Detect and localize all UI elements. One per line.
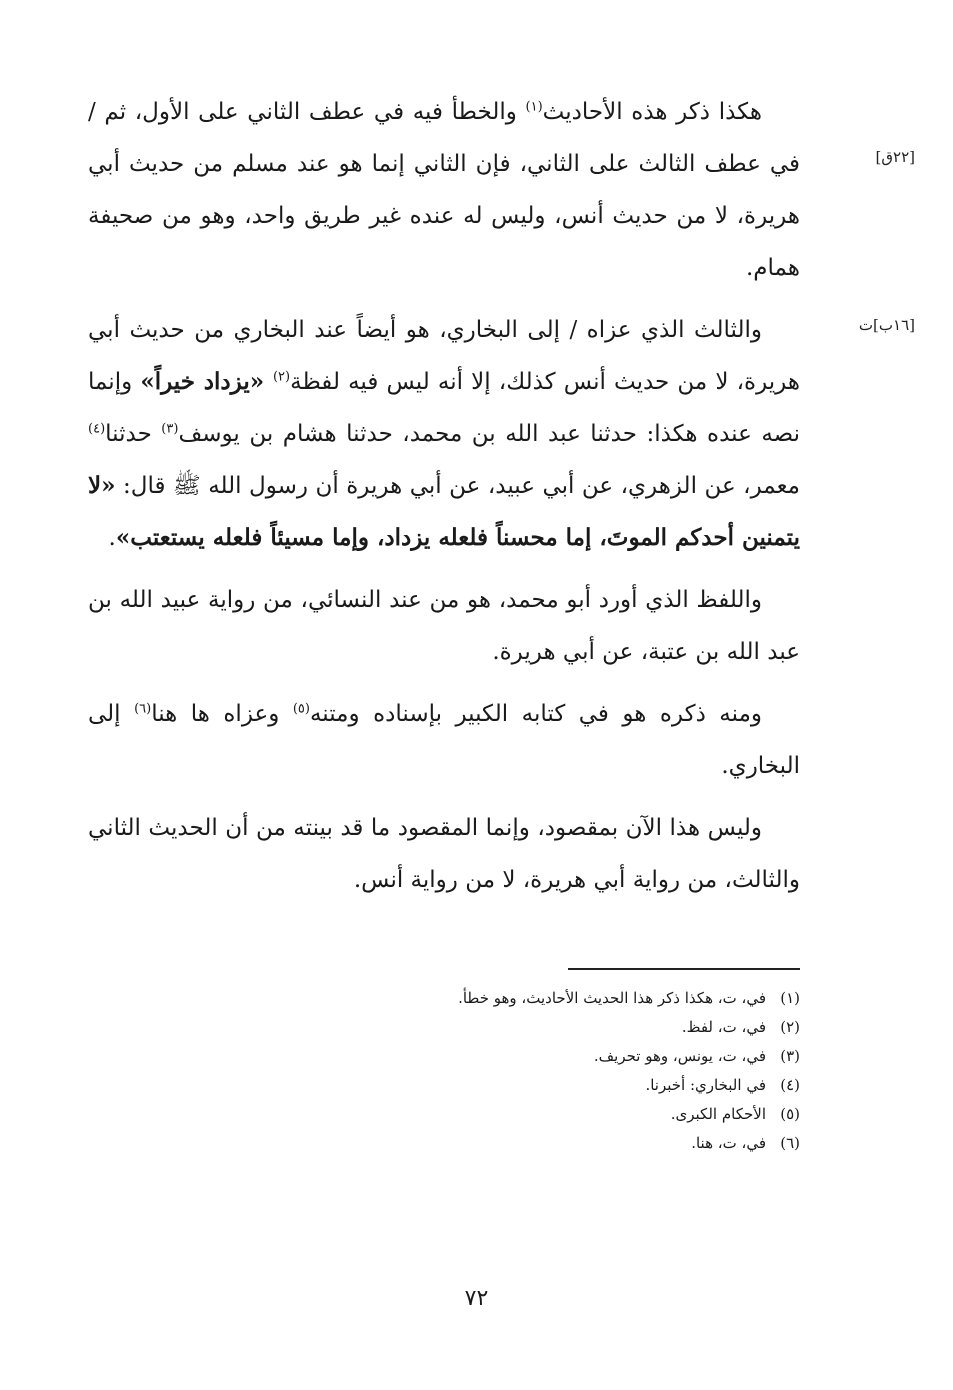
footnote-number: (٤) bbox=[780, 1076, 800, 1094]
text-segment: . bbox=[108, 525, 116, 551]
footnote-marker: (١) bbox=[525, 99, 543, 115]
footnote-3 bbox=[300, 1042, 800, 1071]
footnote-number: (١) bbox=[780, 989, 800, 1007]
text-segment: وليس هذا الآن بمقصود، وإنما المقصود ما قد بينته من أن الحديث الثاني والثالث، من رواية أبي هريرة، لا من رواية أنس. bbox=[88, 815, 800, 893]
text-segment: والخطأ فيه في عطف الثاني على الأول، ثم / في عطف الثالث على الثاني، فإن الثاني إنما هو عند مسلم من حديث أبي هريرة، لا من حديث أنس، وليس له عنده غير طريق واحد، وهو من صحيفة همام. bbox=[88, 99, 800, 281]
paragraph-4 bbox=[88, 688, 800, 792]
text-segment: هكذا ذكر هذه الأحاديث bbox=[542, 99, 762, 125]
text-segment: حدثنا bbox=[105, 421, 162, 447]
footnote-1 bbox=[300, 984, 800, 1013]
text-segment: وإنما نصه عنده هكذا: حدثنا عبد الله بن محمد، حدثنا هشام بن يوسف bbox=[88, 369, 800, 447]
main-text bbox=[88, 86, 800, 916]
footnote-2 bbox=[300, 1013, 800, 1042]
footnote-4 bbox=[300, 1071, 800, 1100]
footnote-text: في، ت، لفظ. bbox=[681, 1018, 766, 1036]
footnotes bbox=[300, 984, 800, 1158]
footnote-text: في، ت، يونس، وهو تحريف. bbox=[593, 1047, 766, 1065]
footnote-number: (٥) bbox=[780, 1105, 800, 1123]
paragraph-3 bbox=[88, 574, 800, 678]
footnote-text: في البخاري: أخبرنا. bbox=[645, 1076, 766, 1094]
text-segment: وعزاه ها هنا bbox=[151, 701, 293, 727]
text-segment: واللفظ الذي أورد أبو محمد، هو من عند النسائي، من رواية عبيد الله بن عبد الله بن عتبة، عن أبي هريرة. bbox=[88, 587, 800, 665]
footnote-text: في، ت، هكذا ذكر هذا الحديث الأحاديث، وهو خطأ. bbox=[458, 989, 766, 1007]
footnote-number: (٢) bbox=[780, 1018, 800, 1036]
footnote-marker: (٢) bbox=[272, 369, 291, 385]
bold-quote: «يزداد خيراً» bbox=[140, 368, 273, 395]
footnote-text: الأحكام الكبرى. bbox=[670, 1105, 766, 1123]
text-segment: والثالث الذي عزاه / إلى البخاري، هو أيضاً عند البخاري من حديث أبي هريرة، لا من حديث أنس كذلك، إلا أنه ليس فيه لفظة bbox=[88, 317, 800, 395]
text-segment: إلى البخاري. bbox=[88, 701, 800, 779]
footnote-number: (٣) bbox=[780, 1047, 800, 1065]
footnote-separator bbox=[568, 968, 800, 970]
footnote-5 bbox=[300, 1100, 800, 1129]
footnote-marker: (٤) bbox=[88, 421, 106, 437]
margin-note-folio-t16b: [١٦ب]ت bbox=[858, 316, 915, 334]
footnote-marker: (٣) bbox=[161, 421, 179, 437]
paragraph-5 bbox=[88, 802, 800, 906]
footnote-6 bbox=[300, 1129, 800, 1158]
footnote-marker: (٦) bbox=[134, 701, 152, 717]
footnote-marker: (٥) bbox=[292, 701, 310, 717]
paragraph-1 bbox=[88, 86, 800, 294]
text-segment: معمر، عن الزهري، عن أبي عبيد، عن أبي هريرة أن رسول الله ﷺ قال: bbox=[115, 473, 800, 499]
footnote-text: في، ت، هنا. bbox=[691, 1134, 766, 1152]
margin-note-folio-q22: [٢٢ق] bbox=[875, 148, 915, 166]
paragraph-2 bbox=[88, 304, 800, 564]
footnote-number: (٦) bbox=[780, 1134, 800, 1152]
text-segment: ومنه ذكره هو في كتابه الكبير بإسناده ومتنه bbox=[309, 701, 762, 727]
bold-quote: «لا يتمنين أحدكم الموتَ، إما محسناً فلعله يزداد، وإما مسيئاً فلعله يستعتب» bbox=[88, 472, 800, 551]
page-number: ٧٢ bbox=[464, 1286, 489, 1311]
